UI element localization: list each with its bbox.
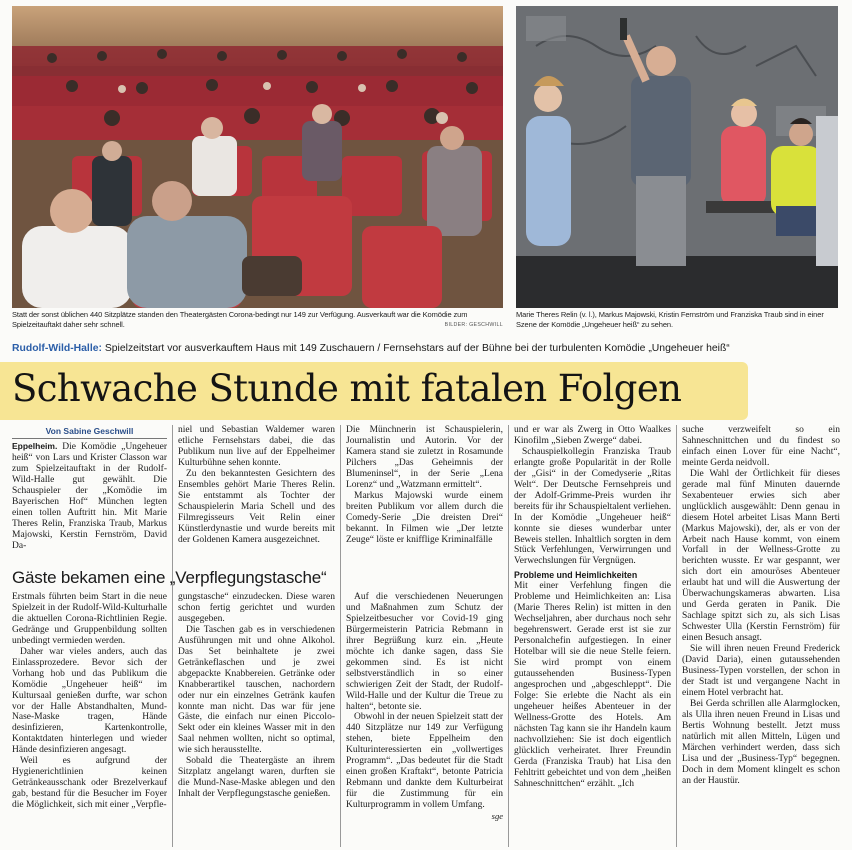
column-2 (178, 425, 335, 545)
paragraph: Auf die verschiedenen Neuerungen und Maßnahmen zum Schutz der Spielzeitbesucher vor Covid-19 ging Bürgermeisterin Patricia Rebmann in ihrer Begrüßung kurz ein. „Heute möchte ich danke sagen, dass Sie gekommen sind. Es ist nicht selbstverständlich in so einer schwierigen Zeit der Stadt, der Rudolf-Wild-Halle und der Kultur die Treue zu halten“, betonte sie. (346, 592, 503, 712)
byline: Von Sabine Geschwill (12, 425, 167, 439)
paragraph: Obwohl in der neuen Spielzeit statt der 440 Sitzplätze nur 149 zur Verfügung stehen, biete Eppelheim den Kulturinteressierten ein „vollwertiges Programm“. „Das bedeutet für die Stadt einen großen Kraftakt“, betonte Patricia Rebmann und dankte dem Kulturbeirat für die Zustimmung für ein Kulturprogramm in vollem Umfang. (346, 712, 503, 811)
audience-photo-illustration (12, 6, 503, 308)
author-signature: sge (491, 811, 503, 822)
paragraph: Bei Gerda schrillen alle Alarmglocken, als Ulla ihren neuen Freund in Lisas und Bertis Wohnung bestellt. Jetzt muss natürlich mit allen Mitteln, Lügen und Märchen verhindert werden, dass sich Lisa und der „Business-Typ“ begegnen. Doch in dem Moment klingelt es schon an der Haustür. (682, 698, 840, 786)
column-1 (12, 425, 167, 552)
paragraph: suche verzweifelt so ein Sahneschnittchen und du findest so einfach einen Lover für eine Nacht“, meinte Gerda neidvoll. (682, 425, 840, 468)
paragraph: Daher war vieles anders, auch das Einlassprozedere. Bevor sich der Vorhang hob und das Publikum die Komödie „Ungeheuer heiß“ im Kultursaal genießen durfte, war schon vor der Halle Abstandhalten, Mund-Nase-Maske tragen, Hände desinfizieren, Kartenkontrolle, Kontaktdaten hinterlegen und wieder Hände desinfizieren angesagt. (12, 646, 167, 756)
caption-right-text: Marie Theres Relin (v. l.), Markus Majowski, Kristin Fernström und Franziska Traub sind in einer Szene der Komödie „Ungeheuer heiß“ zu sehen. (516, 310, 824, 329)
column-3 (346, 425, 503, 545)
paragraph: Die Wahl der Örtlichkeit für dieses gerade mal fünf Minuten dauernde Sexabenteuer erwies sich aber unglücklich ausgewählt: Denn genau in diesem Hotel arbeitet Lisas Mann Berti (Markus Majowski), der, als er von der Arbeit nach Hause kommt, von einem Vorfall in der Wellness-Grotte zu berichten wusste. Er war gespannt, wer sich dort ein amouröses Abenteuer erlaubt hat und will die Auswertung der Überwachungskameras abwarten. Lisa und Gerda geraten in Panik. Die Sachlage spitzt sich zu, als sich Lisas Schwester Ulla (Kerstin Fernström) für einen Besuch ansagt. (682, 468, 840, 644)
paragraph-text: Die Komödie „Ungeheuer heiß“ von Lars und Krister Classon war zum Spielzeitauftakt in der Rudolf-Wild-Halle gut gewählt. Die Schauspieler der „Komödie im Bayerischen Hof“ München legten einen tollen Auftritt hin. Mit Marie Theres Relin, Franziska Traub, Markus Majowski, Kerstin Fernström, David Da- (12, 442, 167, 551)
paragraph: Zu den bekanntesten Gesichtern des Ensembles gehört Marie Theres Relin. Sie entstammt als Tochter der Schauspielerin Maria Schell und des Filmregisseurs Veit Relin einer Künstlerdynastie und wurde bereits mit der Goldenen Kamera ausgezeichnet. (178, 468, 335, 545)
subheading: Gäste bekamen eine „Verpflegungstasche“ (12, 568, 327, 587)
column-3-lower (346, 592, 503, 822)
headline: Schwache Stunde mit fatalen Folgen (12, 367, 682, 410)
paragraph: Mit einer Verfehlung fingen die Probleme und Heimlichkeiten an: Lisa (Marie Theres Relin) ist mitten in den Wechseljahren, aber durchaus noch sehr begehrenswert. Gerade erst ist sie zur Personalchefin aufgestiegen. In einer Hotelbar will sie die neue Stelle feiern. Sie wird prompt von einem gutaussehenden Business-Typen angesprochen und „abgeschleppt“. Die Folge: Sie erlebte die Nacht als ein ungeheuer heißes Abenteuer in der Wellness-Grotte des Hotels. Am nächsten Tag kann sie ihr Handeln kaum nachvollziehen: Sie ist doch eigentlich glücklich verheiratet. Ihrer Freundin Gerda (Franziska Traub) hat Lisa den Fehltritt gebeichtet und von dem „heißen Sahneschnittchen“ erzählt. „Ich (514, 581, 671, 789)
column-1-lower (12, 592, 167, 811)
column-rule (172, 425, 173, 847)
column-4 (514, 425, 671, 790)
column-rule (508, 425, 509, 847)
stage-photo-illustration (516, 6, 838, 308)
kicker-text: Spielzeitstart vor ausverkauftem Haus mit 149 Zuschauern / Fernsehstars auf der Bühne bei der turbulenten Komödie „Ungeheuer heiß“ (101, 343, 730, 354)
paragraph: Schauspielkollegin Franziska Traub erlangte große Popularität in der Rolle der „Gisi“ in der Comedyserie „Ritas Welt“. Der Deutsche Fernsehpreis und der Adolf-Grimme-Preis wurden ihr bereits für ihr Schauspieltalent verliehen. In der Komödie „Ungeheuer heiß“ konnte sie dieses wunderbar unter Beweis stellen. Inhaltlich sorgten in dem Stück Verfehlungen, Verwirrungen und Verwechslungen für Vergnügen. (514, 446, 671, 567)
photo-caption-right (516, 310, 838, 329)
photo-caption-left (12, 310, 503, 330)
paragraph: Die Münchnerin ist Schauspielerin, Journalistin und Autorin. Vor der Kamera stand sie zuletzt in Rosamunde Pilchers „Das Geheimnis der Blumeninsel“, in der Serie „Lena Lorenz“ und „Watzmann ermittelt“. (346, 425, 503, 490)
paragraph (12, 441, 167, 552)
paragraph: Erstmals führten beim Start in die neue Spielzeit in der Rudolf-Wild-Kulturhalle die aktuellen Corona-Richtlinien Regie. Gedränge und Gruppenbildung sollten unbedingt vermieden werden. (12, 592, 167, 646)
paragraph: Die Taschen gab es in verschiedenen Ausführungen mit und ohne Alkohol. Das Set beinhaltete je zwei Getränkeflaschen und je zwei abgepackte Knabbereien. Getränke oder Knabberartikel tauschen, nachordern oder nur ein einzelnes Getränk kaufen konnte man nicht. Das war für jene Gäste, die einfach nur einen Piccolo-Sekt oder ein kleines Wasser mit in den Saal nehmen wollten, nicht so optimal, wie sich herausstellte. (178, 624, 335, 756)
column-rule (676, 425, 677, 847)
caption-left-text: Statt der sonst üblichen 440 Sitzplätze standen den Theatergästen Corona-bedingt nur 149 zur Verfügung. Ausverkauft war die Komödie zum Spielzeitauftakt daher sehr schnell. (12, 310, 468, 329)
photo-credit: BILDER: GESCHWILL (444, 321, 503, 328)
paragraph: Weil es aufgrund der Hygienerichtlinien keinen Getränkeausschank oder Brezelverkauf gab, bestand für die Besucher im Foyer die Möglichkeit, sich mit einer „Verpfle- (12, 756, 167, 811)
paragraph: Sie will ihren neuen Freund Frederick (David Daria), einen gutaussehenden Business-Typen vorstellen, der schon in der Stadt ist und vergangene Nacht in einem Hotel verbracht hat. (682, 644, 840, 698)
paragraph: und er war als Zwerg in Otto Waalkes Kinofilm „Sieben Zwerge“ dabei. (514, 425, 671, 446)
paragraph: gungstasche“ einzudecken. Diese waren schon fertig gerichtet und wurden ausgegeben. (178, 592, 335, 624)
subheading: Probleme und Heimlichkeiten (514, 570, 638, 581)
paragraph: niel und Sebastian Waldemer waren etliche Fernsehstars dabei, die das Publikum nun live auf der Eppelheimer Kulturbühne sehen konnte. (178, 425, 335, 468)
stage-photo (516, 6, 838, 308)
kicker-location: Rudolf-Wild-Halle: (12, 343, 102, 354)
column-2-lower (178, 592, 335, 800)
column-5 (682, 425, 840, 786)
dateline: Eppelheim. (12, 441, 58, 451)
column-rule (340, 425, 341, 847)
audience-photo (12, 6, 503, 308)
kicker-line (12, 343, 842, 354)
paragraph: Markus Majowski wurde einem breiten Publikum vor allem durch die Comedy-Serie „Die dreisten Drei“ bekannt. In Filmen wie „Der letzte Zeuge“ löste er knifflige Kriminalfälle (346, 490, 503, 545)
paragraph: Sobald die Theatergäste an ihrem Sitzplatz angelangt waren, durften sie die Mund-Nase-Maske ablegen und den Inhalt der Verpflegungstasche genießen. (178, 756, 335, 800)
